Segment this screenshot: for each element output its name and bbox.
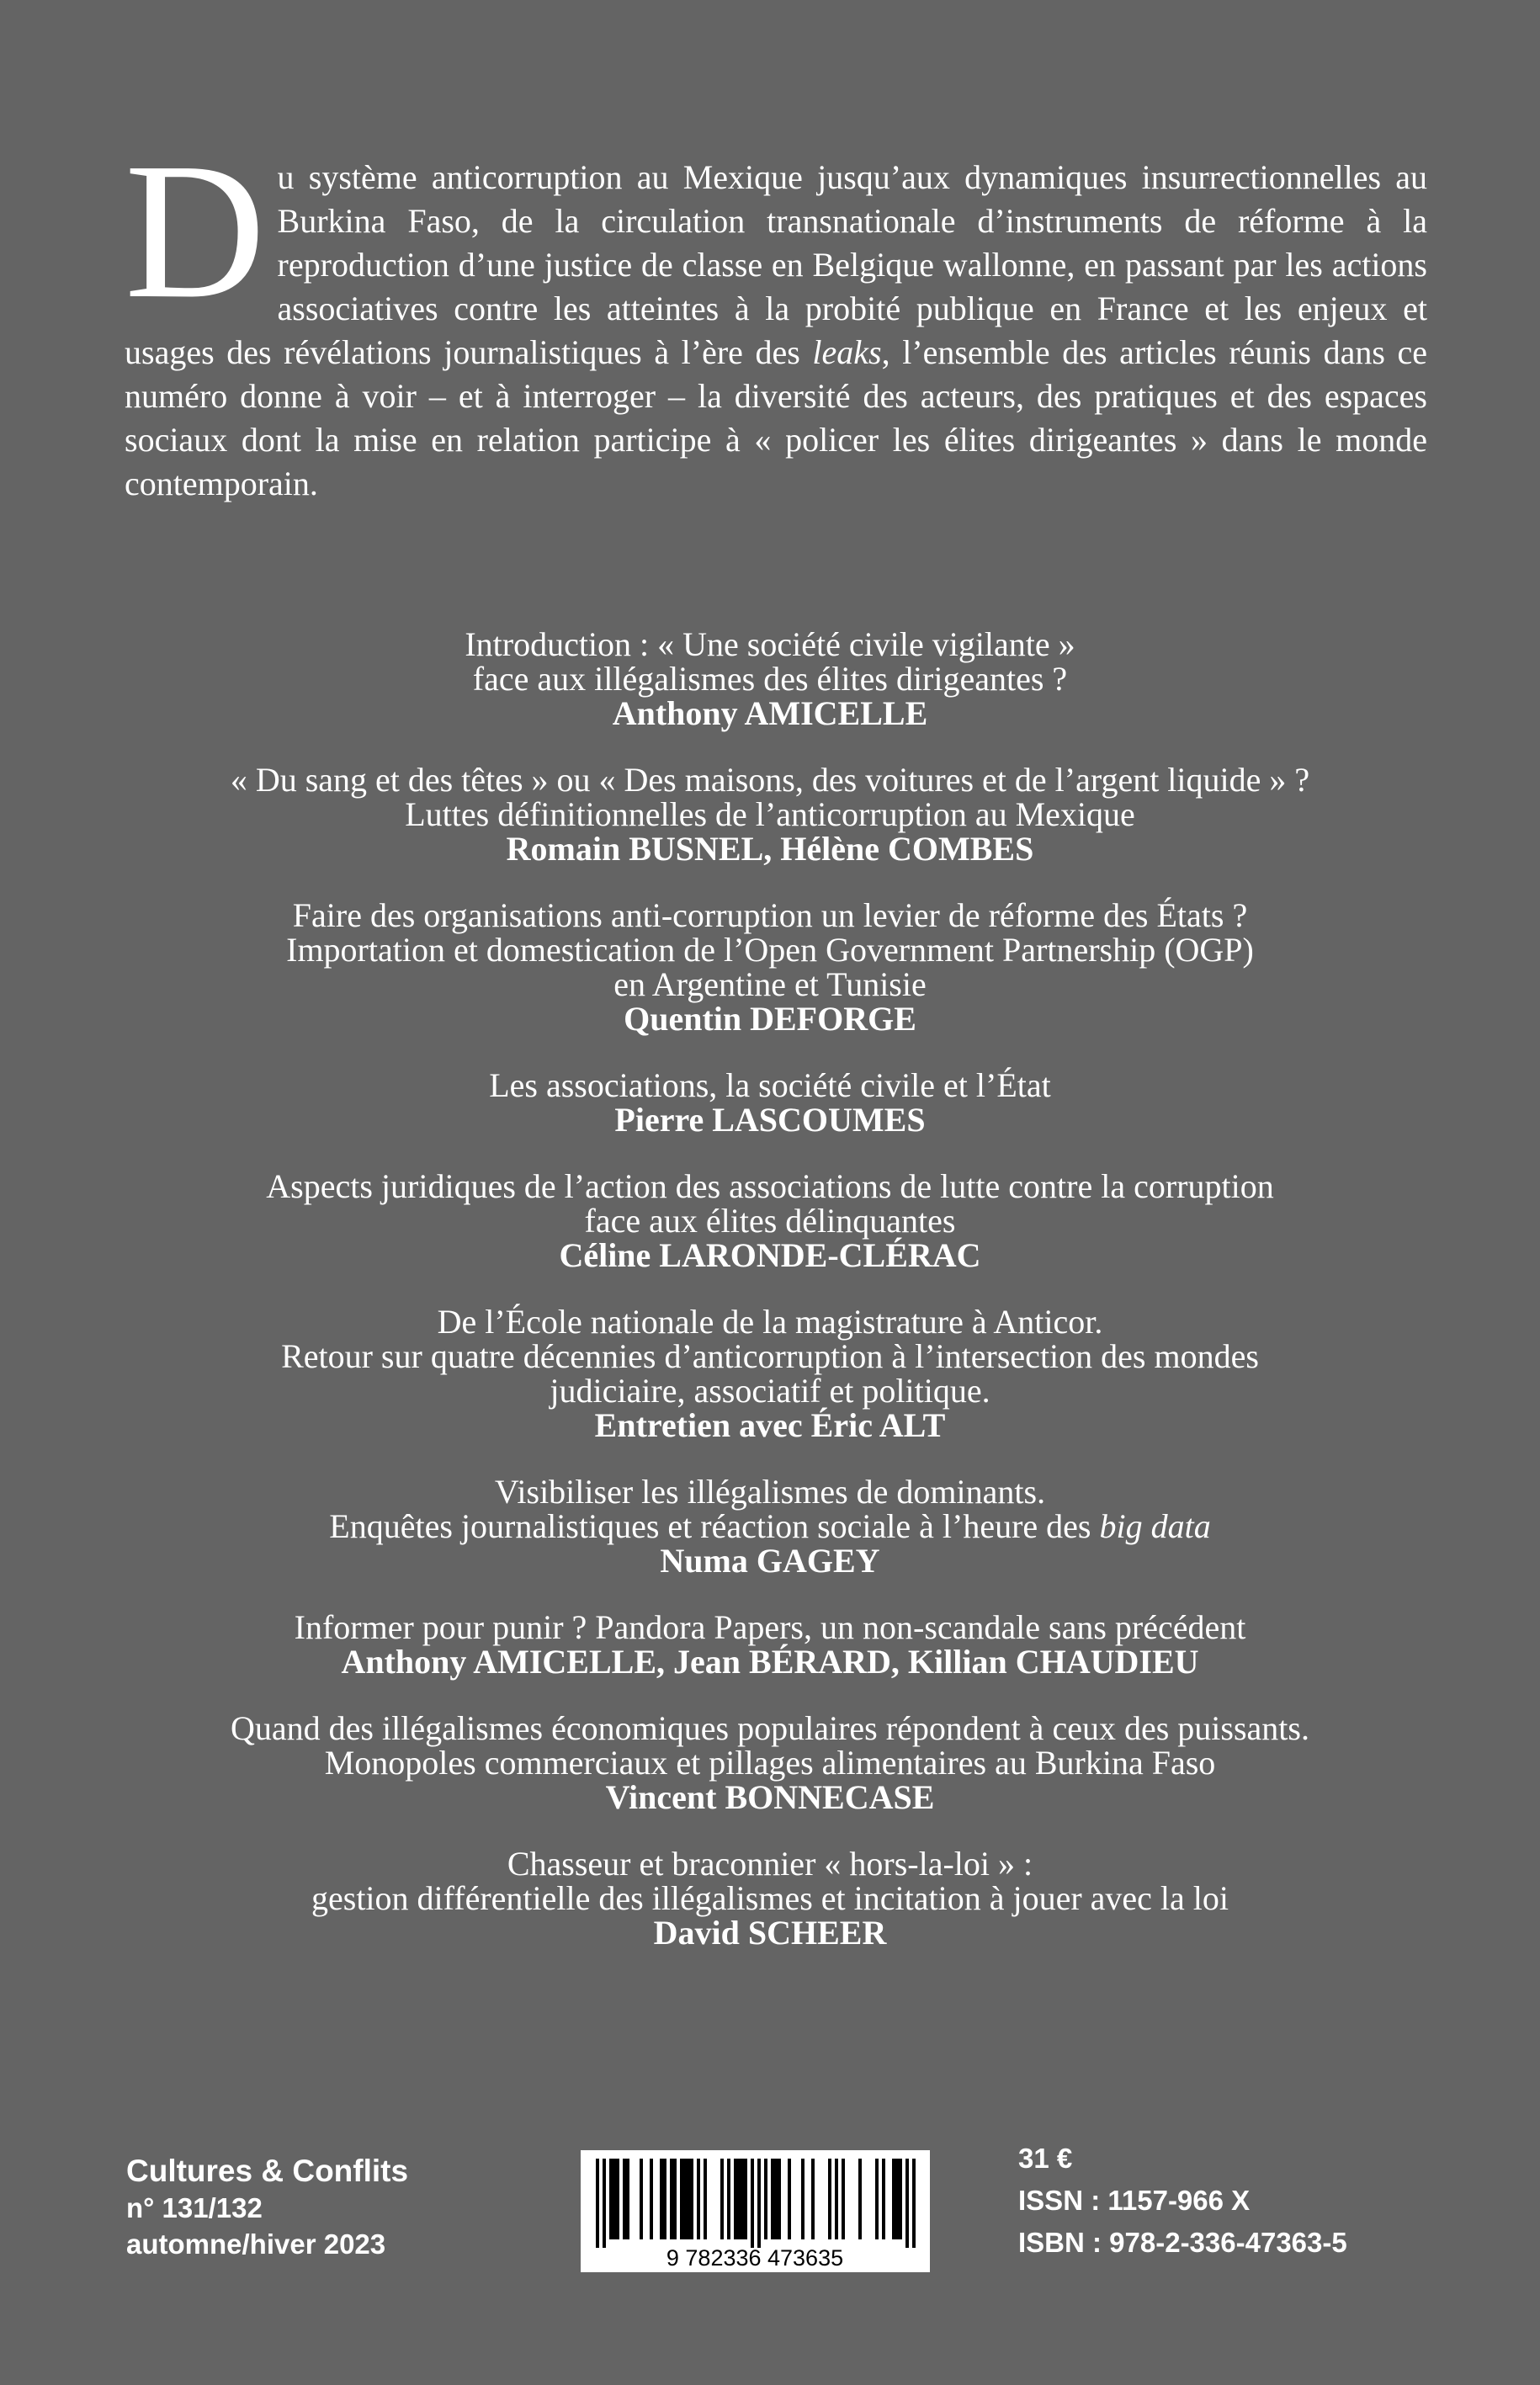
barcode-bar: [603, 2159, 606, 2248]
barcode-bar: [751, 2159, 754, 2248]
barcode-bar: [801, 2159, 805, 2239]
barcode-bar: [835, 2159, 838, 2239]
toc-entry: [84, 1169, 1456, 1272]
toc-title-line: Chasseur et braconnier « hors-la-loi » :: [507, 1845, 1033, 1883]
summary-text-end: , l’ensemble des articles réunis dans ce numéro donne à voir – et à interroger – la diversité des acteurs, des pratiques et des espaces sociaux dont la mise en relation participe à « policer les élites dirigeantes » dans le monde contemporain.: [125, 333, 1428, 502]
toc-title-line: judiciaire, associatif et politique.: [550, 1372, 990, 1410]
toc-title-line: Quand des illégalismes économiques populaires répondent à ceux des puissants.: [231, 1709, 1309, 1747]
barcode-bar: [596, 2159, 599, 2248]
toc-author: Pierre LASCOUMES: [614, 1101, 926, 1139]
price: 31 €: [1018, 2143, 1073, 2174]
barcode-bar: [771, 2159, 774, 2239]
barcode-bar: [704, 2159, 707, 2239]
barcode-bar: [858, 2159, 862, 2239]
barcode-bar: [680, 2159, 683, 2239]
toc-entry: [84, 1068, 1456, 1137]
toc-entry: [84, 1304, 1456, 1442]
toc-author: Vincent BONNECASE: [605, 1778, 935, 1816]
toc-title-line: face aux élites délinquantes: [584, 1202, 956, 1240]
back-cover-summary: [125, 123, 1428, 506]
summary-italic: leaks: [812, 333, 882, 371]
toc-entry: [84, 1846, 1456, 1950]
toc-title-line: « Du sang et des têtes » ou « Des maisons, des voitures et de l’argent liquide » ?: [230, 761, 1310, 799]
barcode-bar: [687, 2159, 690, 2239]
barcode-bar: [727, 2159, 730, 2239]
toc-entry: [84, 627, 1456, 730]
toc-entry: [84, 762, 1456, 866]
barcode-bar: [690, 2159, 693, 2239]
toc-title-line: Les associations, la société civile et l’État: [489, 1066, 1051, 1104]
toc-author: Quentin DEFORGE: [624, 1000, 916, 1038]
toc-title-line: Retour sur quatre décennies d’anticorruption à l’intersection des mondes: [281, 1337, 1259, 1375]
toc-title-line: face aux illégalismes des élites dirigeantes ?: [472, 660, 1068, 698]
toc-title-line: en Argentine et Tunisie: [613, 965, 927, 1003]
toc-author: Anthony AMICELLE: [612, 694, 928, 732]
barcode-bar: [663, 2159, 666, 2239]
drop-cap: D: [125, 123, 266, 339]
toc-title-line: Informer pour punir ? Pandora Papers, un non-scandale sans précédent: [294, 1608, 1246, 1646]
barcode-bar: [640, 2159, 643, 2239]
toc-entry: [84, 898, 1456, 1036]
toc-title-line: Introduction : « Une société civile vigilante »: [465, 625, 1075, 663]
barcode-bar: [788, 2159, 791, 2239]
barcode-bar: [882, 2159, 885, 2239]
issue-number: n° 131/132: [126, 2192, 263, 2223]
barcode-bar: [778, 2159, 781, 2239]
toc-author: David SCHEER: [653, 1914, 887, 1952]
barcode-bar: [811, 2159, 815, 2239]
barcode-bar: [842, 2159, 845, 2239]
barcode-bar: [683, 2159, 687, 2239]
barcode-graphic: [581, 2150, 930, 2272]
barcode-bar: [650, 2159, 653, 2239]
barcode-bar: [905, 2159, 909, 2248]
barcode-bar: [741, 2159, 744, 2239]
barcode-bar: [613, 2159, 616, 2239]
barcode-bar: [697, 2159, 700, 2239]
toc-title-line: Luttes définitionnelles de l’anticorruption au Mexique: [405, 795, 1135, 833]
barcode-bar: [895, 2159, 899, 2239]
toc-author: Numa GAGEY: [660, 1542, 880, 1580]
toc-title-italic: big data: [1099, 1507, 1211, 1545]
barcode-bar: [828, 2159, 831, 2239]
summary-text: u système anticorruption au Mexique jusqu’aux dynamiques insurrectionnelles au Burkina Faso, de la circulation transnationale d’instruments de réforme à la reproduction d’une justice de classe en Belgique wallonne, en passant par les actions associatives contre les atteintes à la probité publique en France et les enjeux et usages des révélations journalistiques à l’ère des: [125, 158, 1427, 371]
price-and-identifiers: [1018, 2138, 1347, 2264]
toc-author: Anthony AMICELLE, Jean BÉRARD, Killian CHAUDIEU: [341, 1643, 1199, 1681]
barcode-bar: [764, 2159, 767, 2239]
journal-info: [126, 2153, 408, 2262]
toc-author: Entretien avec Éric ALT: [594, 1406, 946, 1444]
barcode-bar: [616, 2159, 619, 2239]
toc-entry: [84, 1610, 1456, 1679]
toc-title-text: Enquêtes journalistiques et réaction sociale à l’heure des: [329, 1507, 1100, 1545]
toc-title-line: Visibiliser les illégalismes de dominants.: [494, 1473, 1046, 1511]
toc-title-line: Aspects juridiques de l’action des associations de lutte contre la corruption: [266, 1167, 1274, 1205]
barcode-bar: [737, 2159, 741, 2239]
toc-title-line-italic: [84, 1509, 1456, 1543]
toc-title-line: Importation et domestication de l’Open Government Partnership (OGP): [286, 931, 1254, 969]
barcode-bar: [670, 2159, 673, 2239]
barcode-bars: [596, 2159, 916, 2248]
barcode-bar: [744, 2159, 747, 2239]
toc-title-line: Faire des organisations anti-corruption un levier de réforme des États ?: [292, 896, 1248, 934]
barcode-bar: [757, 2159, 761, 2248]
barcode-bar: [892, 2159, 895, 2239]
journal-title: Cultures & Conflits: [126, 2154, 409, 2188]
barcode-bar: [899, 2159, 902, 2239]
barcode-bar: [660, 2159, 663, 2239]
issn: ISSN : 1157-966 X: [1018, 2185, 1251, 2216]
toc-title-line: gestion différentielle des illégalismes et incitation à jouer avec la loi: [311, 1879, 1229, 1917]
barcode-bar: [734, 2159, 737, 2239]
toc-entry: [84, 1474, 1456, 1578]
barcode-bar: [673, 2159, 677, 2239]
isbn: ISBN : 978-2-336-47363-5: [1018, 2227, 1347, 2258]
barcode-bar: [623, 2159, 626, 2239]
toc-author: Romain BUSNEL, Hélène COMBES: [506, 830, 1034, 868]
barcode-number: 9 782336 473635: [666, 2245, 844, 2271]
toc-entry: [84, 1711, 1456, 1814]
barcode-bar: [912, 2159, 916, 2248]
barcode-bar: [875, 2159, 879, 2239]
issue-season: automne/hiver 2023: [126, 2228, 386, 2260]
barcode-bar: [720, 2159, 724, 2239]
table-of-contents: [84, 627, 1456, 1982]
barcode-bar: [609, 2159, 613, 2239]
barcode-bar: [626, 2159, 629, 2239]
barcode-bar: [774, 2159, 778, 2239]
toc-title-line: Monopoles commerciaux et pillages alimentaires au Burkina Faso: [324, 1744, 1216, 1782]
isbn-barcode: [581, 2150, 930, 2272]
toc-author: Céline LARONDE-CLÉRAC: [559, 1236, 981, 1274]
toc-title-line: De l’École nationale de la magistrature à Anticor.: [437, 1303, 1103, 1341]
